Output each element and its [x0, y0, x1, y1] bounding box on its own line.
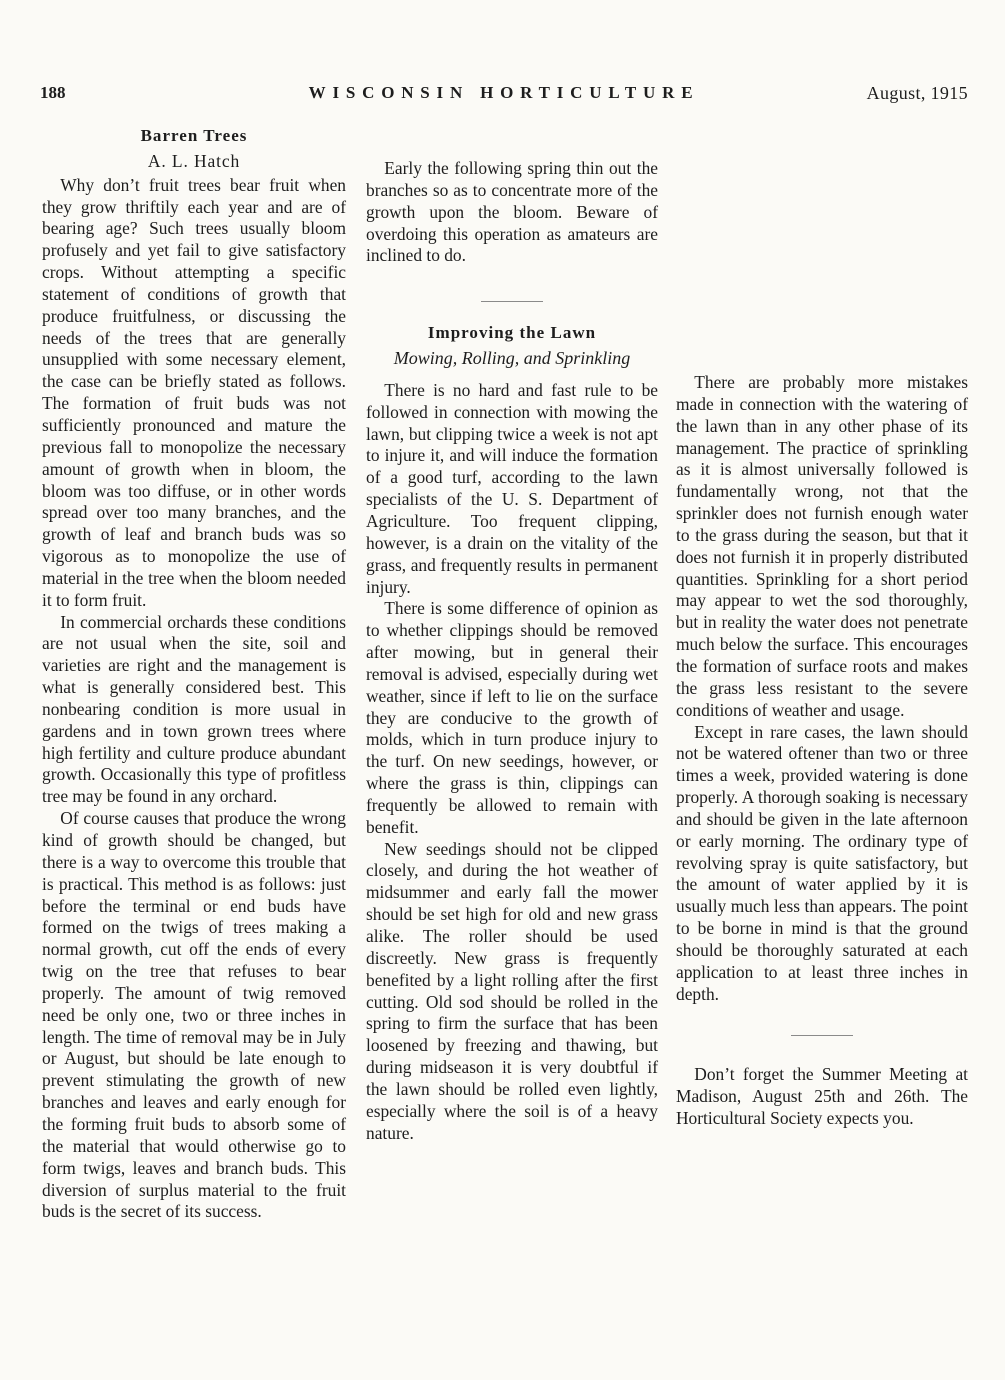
paragraph: Early the following spring thin out the branches so as to concentrate more of the growth upon the bloom. Beware of overdoing this operation as amateurs are inclined to do. [366, 158, 658, 266]
journal-title: WISCONSIN HORTICULTURE [308, 83, 700, 102]
paragraph: New seedings should not be clipped closely, and during the hot weather of midsummer and early fall the mower should be set high for old and new grass alike. The roller should be used discreetly. New grass is frequently benefited by a light rolling after the first cutting. Old sod should be rolled in the spring to firm the surface that has been loosened by freezing and thawing, but during midseason it is very doubtful if the lawn should be rolled even lightly, especially where the soil is of a heavy nature. [366, 838, 658, 1143]
notice-text: Don’t forget the Summer Meeting at Madison, August 25th and 26th. The Horticultural Society expects you. [676, 1064, 968, 1129]
paragraph: There is some difference of opinion as to whether clippings should be removed after mowing, but in general their removal is advised, especially during wet weather, since if left to lie on the surface they are conducive to the growth of molds, which in turn produce injury to the turf. On new seedings, however, or where the grass is thin, clippings can frequently be allowed to remain with benefit. [366, 598, 658, 837]
paragraph: In commercial orchards these conditions are not usual when the site, soil and varieties are right and the management is what is generally considered best. This nonbearing condition is more usual in gardens and in town grown trees where high fertility and culture produce abundant growth. Occasionally this type of profitless tree may be found in any orchard. [42, 611, 346, 807]
column-3 [676, 122, 968, 1130]
page-header [40, 83, 968, 111]
paragraph: Except in rare cases, the lawn should not be watered oftener than two or three times a week, provided watering is done properly. A thorough soaking is necessary and should be given in the late afternoon or early morning. The ordinary type of revolving spray is quite satisfactory, but the amount of water applied by it is usually much less than appears. The point to be borne in mind is that the ground should be thoroughly saturated at each application to at least three inches in depth. [676, 721, 968, 1004]
article-title-barren-trees: Barren Trees [140, 126, 248, 145]
column-2 [366, 122, 658, 1144]
article-subtitle: Mowing, Rolling, and Sprinkling [393, 348, 631, 369]
section-divider [791, 1035, 853, 1036]
column-1 [42, 122, 346, 1223]
meeting-notice [676, 1064, 968, 1130]
article-author: A. L. Hatch [147, 150, 241, 171]
paragraph: Why don’t fruit trees bear fruit when they grow thriftily each year and are of bearing age? Such trees usually bloom profusely and yet fail to give satisfactory crops. Without attempting a specific statement of conditions of growth that produce fruitfulness, or discussing the needs of the trees that are generally unsupplied with some necessary element, the case can be briefly stated as follows. The formation of fruit buds was not sufficiently pronounced and mature the previous fall to monopolize the necessary amount of growth when in bloom, the bloom was too diffuse, or in other words spread over too many branches, and the growth of leaf and branch buds was so vigorous as to monopolize the use of material in the tree when the bloom needed it to form fruit. [42, 174, 346, 610]
article-title-improving-lawn: Improving the Lawn [427, 323, 597, 343]
paragraph: Of course causes that produce the wrong kind of growth should be changed, but there is a way to overcome this trouble that is practical. This method is as follows: just before the terminal or end buds have formed on the twigs of trees making a normal growth, cut off the ends of every twig on the tree that refuses to bear properly. The amount of twig removed need be only one, two or three inches in length. The time of removal may be in July or August, but should be late enough to prevent stimulating the growth of new branches and leaves and early enough for the forming fruit buds to absorb some of the material that would otherwise go to form twigs, leaves and branch buds. This diversion of surplus material to the fruit buds is the secret of its success. [42, 808, 346, 1222]
paragraph: There are probably more mistakes made in connection with the watering of the lawn than in any other phase of its management. The practice of sprinkling as it is almost universally followed is fundamentally wrong, not that the sprinkler does not furnish enough water to the grass during the season, but that it does not furnish it in properly distributed quantities. Sprinkling for a short period may appear to wet the sod thoroughly, but in reality the water does not penetrate much below the surface. This encourages the formation of surface roots and makes the grass less resistant to the severe conditions of weather and usage. [676, 372, 968, 720]
page-number: 188 [40, 83, 66, 102]
issue-date: August, 1915 [866, 83, 968, 103]
paragraph: There is no hard and fast rule to be followed in connection with mowing the lawn, but clipping twice a week is not apt to injure it, and will induce the formation of a good turf, according to the lawn specialists of the U. S. Department of Agriculture. Too frequent clipping, however, is a drain on the vitality of the grass, and frequently results in permanent injury. [366, 379, 658, 597]
section-divider [481, 301, 543, 302]
